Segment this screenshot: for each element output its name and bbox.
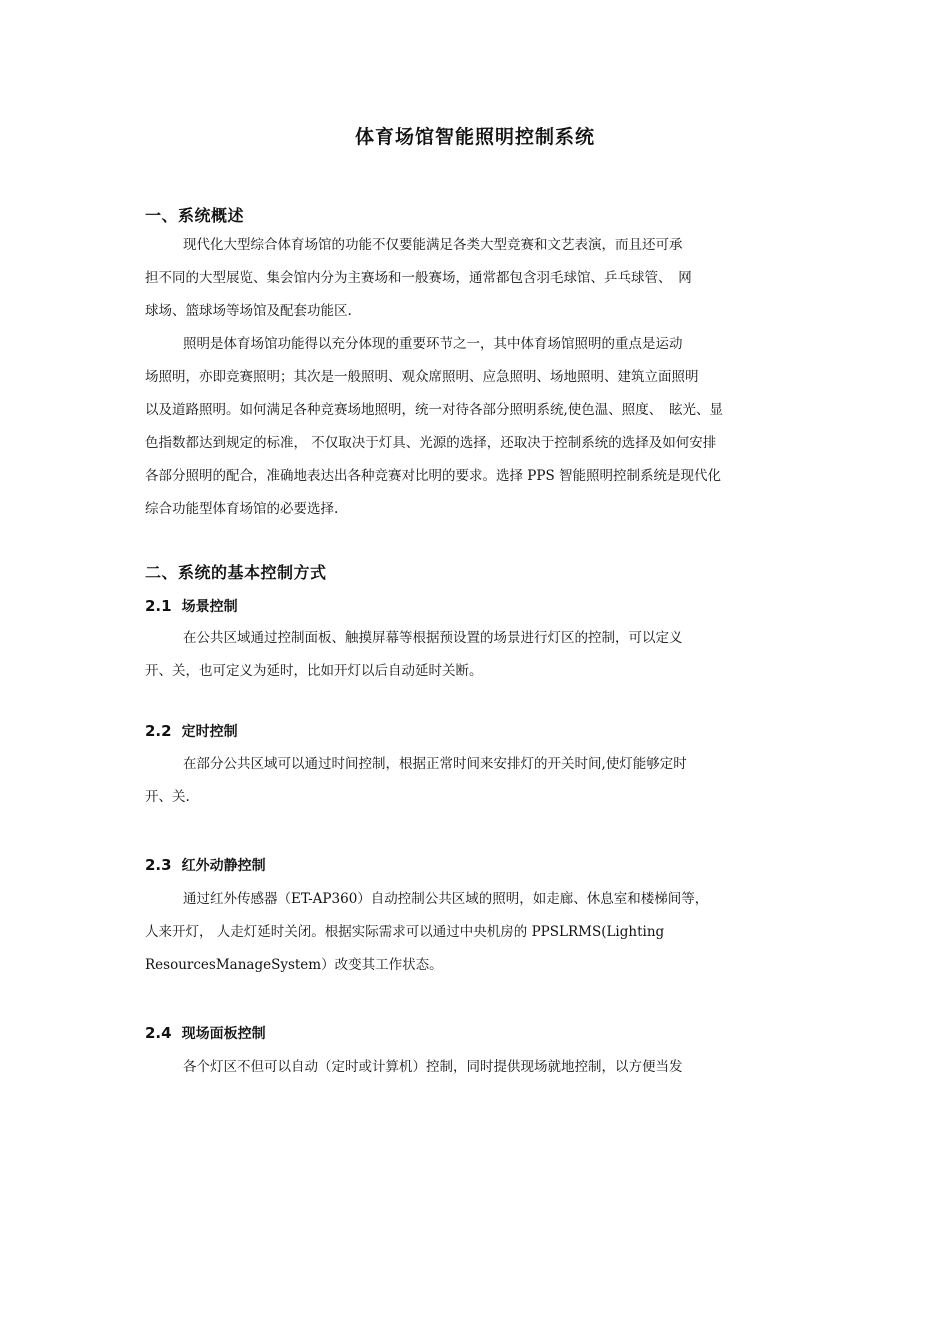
document-title: 体育场馆智能照明控制系统 bbox=[354, 126, 595, 148]
paragraph-infrared-control bbox=[145, 883, 817, 982]
subsection-title: 红外动静控制 bbox=[181, 858, 266, 874]
subsection-title: 定时控制 bbox=[181, 724, 238, 740]
subsection-number: 2.2 bbox=[145, 722, 172, 740]
section-heading-overview: 一、系统概述 bbox=[145, 206, 245, 225]
text-line: 现代化大型综合体育场馆的功能不仅要能满足各类大型竞赛和文艺表演，而且还可承 bbox=[183, 237, 683, 253]
text-line: 开、关. bbox=[145, 789, 190, 805]
subsection-heading-panel-control bbox=[145, 1023, 266, 1043]
text-line: 通过红外传感器（ET-AP360）自动控制公共区域的照明，如走廊、休息室和楼梯间等， bbox=[183, 891, 709, 907]
text-line: ResourcesManageSystem）改变其工作状态。 bbox=[145, 957, 443, 973]
text-line: 各部分照明的配合，准确地表达出各种竞赛对比明的要求。选择 PPS 智能照明控制系统是现代化 bbox=[145, 468, 721, 484]
text-line: 各个灯区不但可以自动（定时或计算机）控制，同时提供现场就地控制，以方便当发 bbox=[183, 1059, 683, 1075]
subsection-number: 2.4 bbox=[145, 1024, 172, 1042]
subsection-heading-infrared-control bbox=[145, 855, 266, 875]
section-heading-control-modes: 二、系统的基本控制方式 bbox=[145, 563, 327, 582]
text-line: 担不同的大型展览、集会馆内分为主赛场和一般赛场，通常都包含羽毛球馆、乒乓球管、 网 bbox=[145, 270, 692, 286]
subsection-heading-scene-control bbox=[145, 596, 238, 616]
text-line: 场照明，亦即竞赛照明；其次是一般照明、观众席照明、应急照明、场地照明、建筑立面照明 bbox=[145, 369, 699, 385]
paragraph-overview-1 bbox=[145, 229, 817, 328]
text-line: 照明是体育场馆功能得以充分体现的重要环节之一，其中体育场馆照明的重点是运动 bbox=[183, 336, 683, 352]
subsection-title: 场景控制 bbox=[181, 599, 238, 615]
subsection-heading-timer-control bbox=[145, 721, 238, 741]
paragraph-scene-control bbox=[145, 622, 817, 688]
text-line: 以及道路照明。如何满足各种竞赛场地照明，统一对待各部分照明系统,使色温、照度、 眩光、显 bbox=[145, 402, 724, 418]
text-line: 色指数都达到规定的标准， 不仅取决于灯具、光源的选择，还取决于控制系统的选择及如何安排 bbox=[145, 435, 717, 451]
paragraph-overview-2 bbox=[145, 328, 817, 526]
subsection-number: 2.3 bbox=[145, 856, 172, 874]
subsection-number: 2.1 bbox=[145, 597, 172, 615]
paragraph-panel-control bbox=[145, 1051, 817, 1084]
text-line: 在部分公共区域可以通过时间控制，根据正常时间来安排灯的开关时间,使灯能够定时 bbox=[183, 756, 687, 772]
text-line: 球场、篮球场等场馆及配套功能区. bbox=[145, 303, 352, 319]
paragraph-timer-control bbox=[145, 748, 817, 814]
text-line: 开、关，也可定义为延时，比如开灯以后自动延时关断。 bbox=[145, 663, 483, 679]
text-line: 综合功能型体育场馆的必要选择. bbox=[145, 501, 339, 517]
text-line: 人来开灯， 人走灯延时关闭。根据实际需求可以通过中央机房的 PPSLRMS(Lighting bbox=[145, 924, 665, 940]
text-line: 在公共区域通过控制面板、触摸屏幕等根据预设置的场景进行灯区的控制，可以定义 bbox=[183, 630, 683, 646]
subsection-title: 现场面板控制 bbox=[181, 1026, 266, 1042]
